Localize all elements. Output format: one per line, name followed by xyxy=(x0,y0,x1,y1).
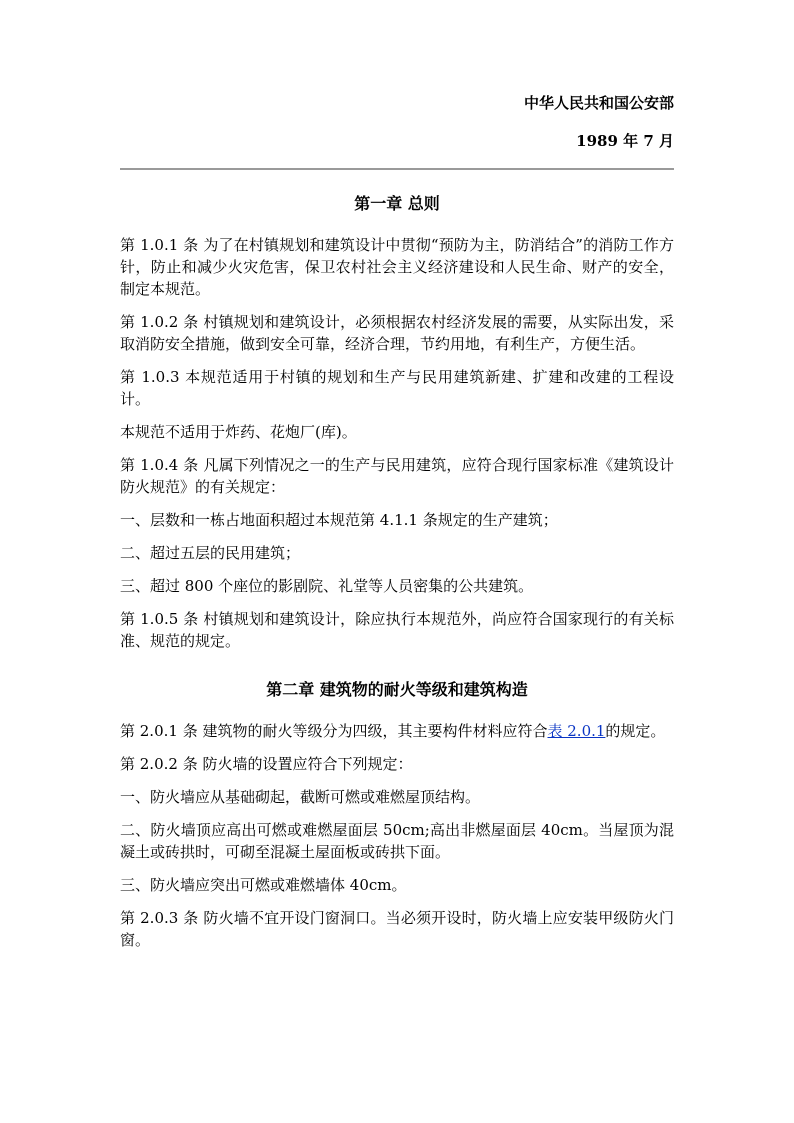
date-line: 1989 年 7 月 xyxy=(576,132,674,150)
exclusion-note: 本规范不适用于炸药、花炮厂(库)。 xyxy=(120,423,357,441)
list-item: 三、超过 800 个座位的影剧院、礼堂等人员密集的公共建筑。 xyxy=(120,577,534,595)
article-1-0-4: 第 1.0.4 条 凡属下列情况之一的生产与民用建筑，应符合现行国家标准《建筑设计防火规范》的有关规定： xyxy=(120,456,674,496)
issuer-line: 中华人民共和国公安部 xyxy=(523,94,674,112)
article-1-0-5: 第 1.0.5 条 村镇规划和建筑设计，除应执行本规范外，尚应符合国家现行的有关标准、规范的规定。 xyxy=(120,610,674,650)
list-item: 二、超过五层的民用建筑； xyxy=(120,544,301,562)
chapter-1-title: 第一章 总则 xyxy=(354,194,440,213)
article-2-0-1 xyxy=(120,720,674,742)
article-1-0-2: 第 1.0.2 条 村镇规划和建筑设计，必须根据农村经济发展的需要，从实际出发，采取消防安全措施，做到安全可靠，经济合理，节约用地，有利生产，方便生活。 xyxy=(120,313,674,353)
list-item: 一、防火墙应从基础砌起，截断可燃或难燃屋顶结构。 xyxy=(120,788,481,806)
list-item: 一、层数和一栋占地面积超过本规范第 4.1.1 条规定的生产建筑； xyxy=(120,511,558,529)
horizontal-rule xyxy=(120,168,674,170)
document-body xyxy=(120,90,674,951)
article-1-0-1: 第 1.0.1 条 为了在村镇规划和建筑设计中贯彻“预防为主，防消结合”的消防工作方针，防止和减少火灾危害，保卫农村社会主义经济建设和人民生命、财产的安全，制定本规范。 xyxy=(120,236,674,298)
article-2-0-3: 第 2.0.3 条 防火墙不宜开设门窗洞口。当必须开设时，防火墙上应安装甲级防火门窗。 xyxy=(120,909,674,949)
list-item: 二、防火墙顶应高出可燃或难燃屋面层 50cm;高出非燃屋面层 40cm。当屋顶为混凝土或砖拱时，可砌至混凝土屋面板或砖拱下面。 xyxy=(120,821,674,861)
chapter-2-title: 第二章 建筑物的耐火等级和建筑构造 xyxy=(266,680,528,699)
article-2-0-1-text: 第 2.0.1 条 建筑物的耐火等级分为四级，其主要构件材料应符合 xyxy=(120,722,548,740)
list-item: 三、防火墙应突出可燃或难燃墙体 40cm。 xyxy=(120,876,407,894)
article-2-0-2: 第 2.0.2 条 防火墙的设置应符合下列规定： xyxy=(120,755,413,773)
table-2-0-1-link[interactable]: 表 2.0.1 xyxy=(547,722,606,740)
article-1-0-3: 第 1.0.3 本规范适用于村镇的规划和生产与民用建筑新建、扩建和改建的工程设计。 xyxy=(120,368,674,408)
article-2-0-1-text-end: 的规定。 xyxy=(605,722,666,740)
